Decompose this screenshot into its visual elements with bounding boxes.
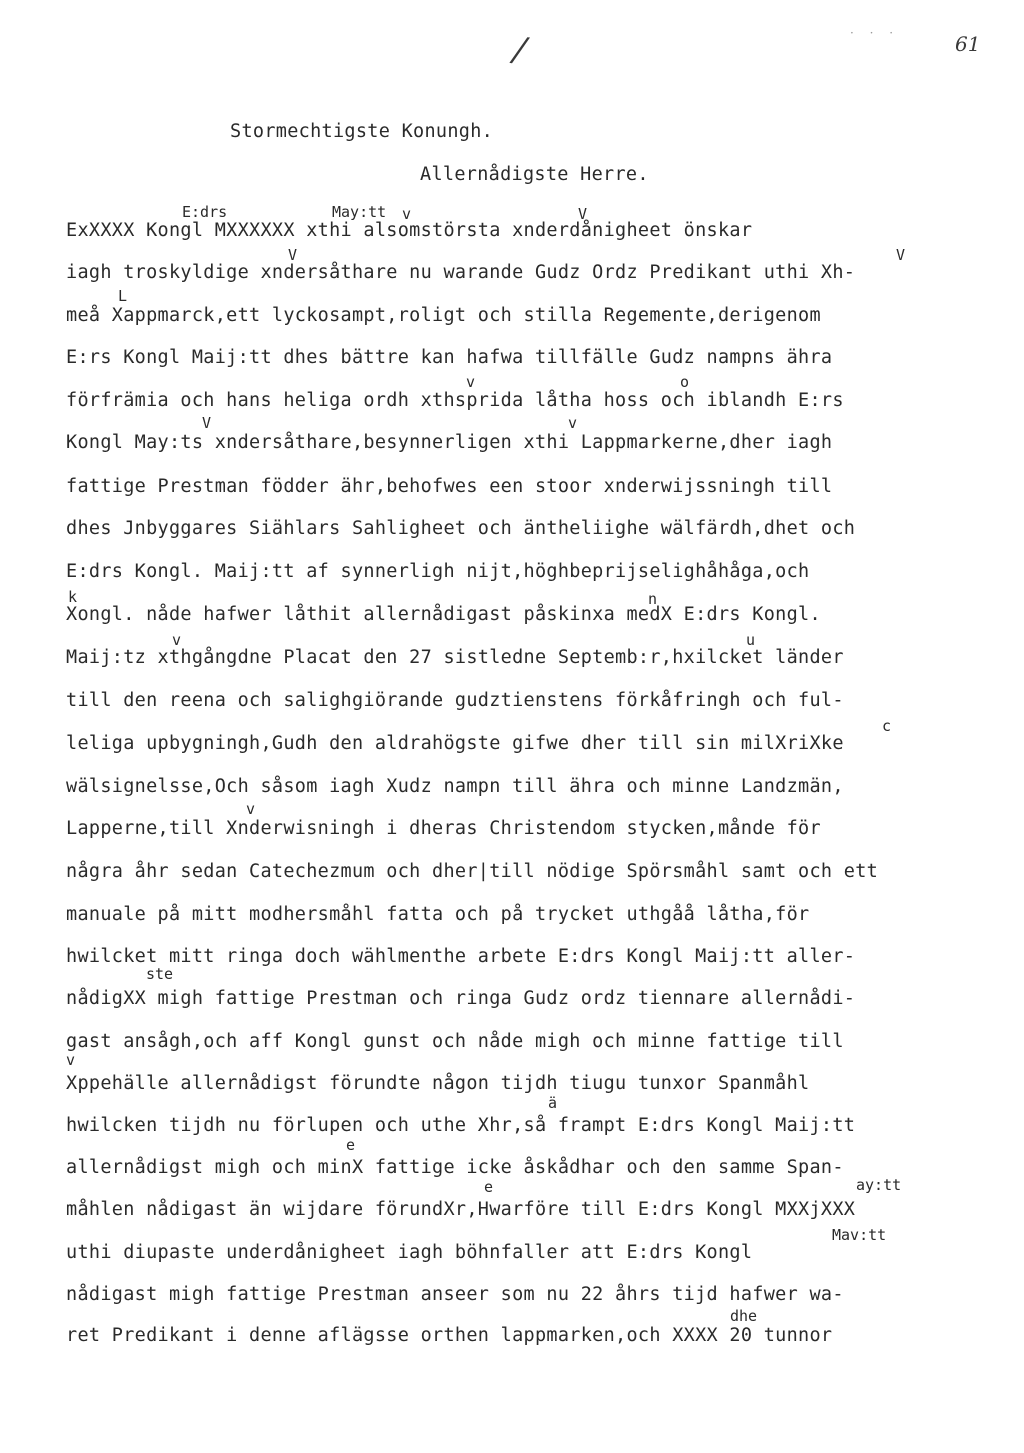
interlinear-note: ay:tt: [856, 1176, 902, 1194]
body-line: gast ansågh,och aff Kongl gunst och nåde migh och minne fattige till: [66, 1031, 844, 1052]
letter-salutation: Allernådigste Herre.: [420, 164, 649, 185]
interlinear-note: dhe: [730, 1307, 758, 1325]
interlinear-note: May:tt: [332, 203, 387, 221]
body-line: leliga upbygningh,Gudh den aldrahögste gifwe dher till sin milXriXke: [66, 733, 844, 754]
interlinear-note: V: [202, 414, 212, 432]
interlinear-note: v: [172, 631, 182, 649]
body-line: E:rs Kongl Maij:tt dhes bättre kan hafwa tillfälle Gudz nampns ähra: [66, 347, 833, 368]
interlinear-note: e: [346, 1136, 356, 1154]
body-line: nådigXX migh fattige Prestman och ringa Gudz ordz tiennare allernådi-: [66, 988, 856, 1009]
body-line: wälsignelsse,Och såsom iagh Xudz nampn till ähra och minne Landzmän,: [66, 776, 844, 797]
body-line: Maij:tz xthgångdne Placat den 27 sistledne Septemb:r,hxilcket länder: [66, 647, 844, 668]
body-line: E:drs Kongl. Maij:tt af synnerligh nijt,höghbeprijselighåhåga,och: [66, 561, 810, 582]
interlinear-note: v: [66, 1051, 76, 1069]
body-line: några åhr sedan Catechezmum och dher|till nödige Spörsmåhl samt och ett: [66, 861, 879, 882]
body-line: iagh troskyldige xndersåthare nu warande Gudz Ordz Predikant uthi Xh-: [66, 262, 856, 283]
letter-heading: Stormechtigste Konungh.: [230, 121, 494, 142]
interlinear-note: V: [288, 246, 298, 264]
interlinear-note: V: [578, 205, 588, 223]
interlinear-note: k: [68, 588, 78, 606]
interlinear-note: ste: [146, 965, 174, 983]
page-number: 61: [955, 32, 981, 56]
body-line: till den reena och salighgiörande gudztienstens förkåfringh och ful-: [66, 690, 844, 711]
interlinear-note: ä: [548, 1094, 558, 1112]
interlinear-note: e: [484, 1178, 494, 1196]
interlinear-note: u: [746, 631, 756, 649]
interlinear-note: n: [648, 590, 658, 608]
body-line: Lapperne,till Xnderwisningh i dheras Christendom stycken,månde för: [66, 818, 821, 839]
body-line: allernådigst migh och minX fattige icke åskådhar och den samme Span-: [66, 1157, 844, 1178]
margin-slash-mark: /: [511, 29, 529, 71]
body-line: manuale på mitt modhersmåhl fatta och på trycket uthgåå låtha,för: [66, 904, 810, 925]
body-line: nådigast migh fattige Prestman anseer som nu 22 åhrs tijd hafwer wa-: [66, 1284, 844, 1305]
body-line: ret Predikant i denne aflägsse orthen lappmarken,och XXXX 20 tunnor: [66, 1325, 833, 1346]
interlinear-note: E:drs: [182, 203, 228, 221]
body-line: dhes Jnbyggares Siählars Sahligheet och äntheliighe wälfärdh,dhet och: [66, 518, 856, 539]
interlinear-note: o: [680, 373, 690, 391]
margin-dots-mark: · · ·: [850, 26, 900, 40]
interlinear-note: v: [402, 205, 412, 223]
body-line: förfrämia och hans heliga ordh xthsprida låtha hoss och iblandh E:rs: [66, 390, 844, 411]
body-line: meå Xappmarck,ett lyckosampt,roligt och stilla Regemente,derigenom: [66, 305, 821, 326]
body-line: Xongl. nåde hafwer låthit allernådigast påskinxa medX E:drs Kongl.: [66, 604, 821, 625]
interlinear-note: v: [246, 800, 256, 818]
body-line: ExXXXX Kongl MXXXXXX xthi alsomstörsta xnderdånigheet önskar: [66, 220, 753, 241]
interlinear-note: v: [466, 373, 476, 391]
body-line: uthi diupaste underdånigheet iagh böhnfaller att E:drs Kongl: [66, 1242, 753, 1263]
interlinear-note: c: [882, 717, 892, 735]
interlinear-note: v: [568, 414, 578, 432]
body-line: måhlen nådigast än wijdare förundXr,Hwarföre till E:drs Kongl MXXjXXX: [66, 1199, 856, 1220]
body-line: Xppehälle allernådigst förundte någon tijdh tiugu tunxor Spanmåhl: [66, 1073, 810, 1094]
body-line: fattige Prestman födder ähr,behofwes een stoor xnderwijssningh till: [66, 476, 833, 497]
interlinear-note: L: [118, 287, 128, 305]
interlinear-note: Mav:tt: [832, 1226, 887, 1244]
body-line: Kongl May:ts xndersåthare,besynnerligen xthi Lappmarkerne,dher iagh: [66, 432, 833, 453]
body-line: hwilcket mitt ringa doch wählmenthe arbete E:drs Kongl Maij:tt aller-: [66, 946, 856, 967]
interlinear-note: V: [896, 246, 906, 264]
body-line: hwilcken tijdh nu förlupen och uthe Xhr,så frampt E:drs Kongl Maij:tt: [66, 1115, 856, 1136]
